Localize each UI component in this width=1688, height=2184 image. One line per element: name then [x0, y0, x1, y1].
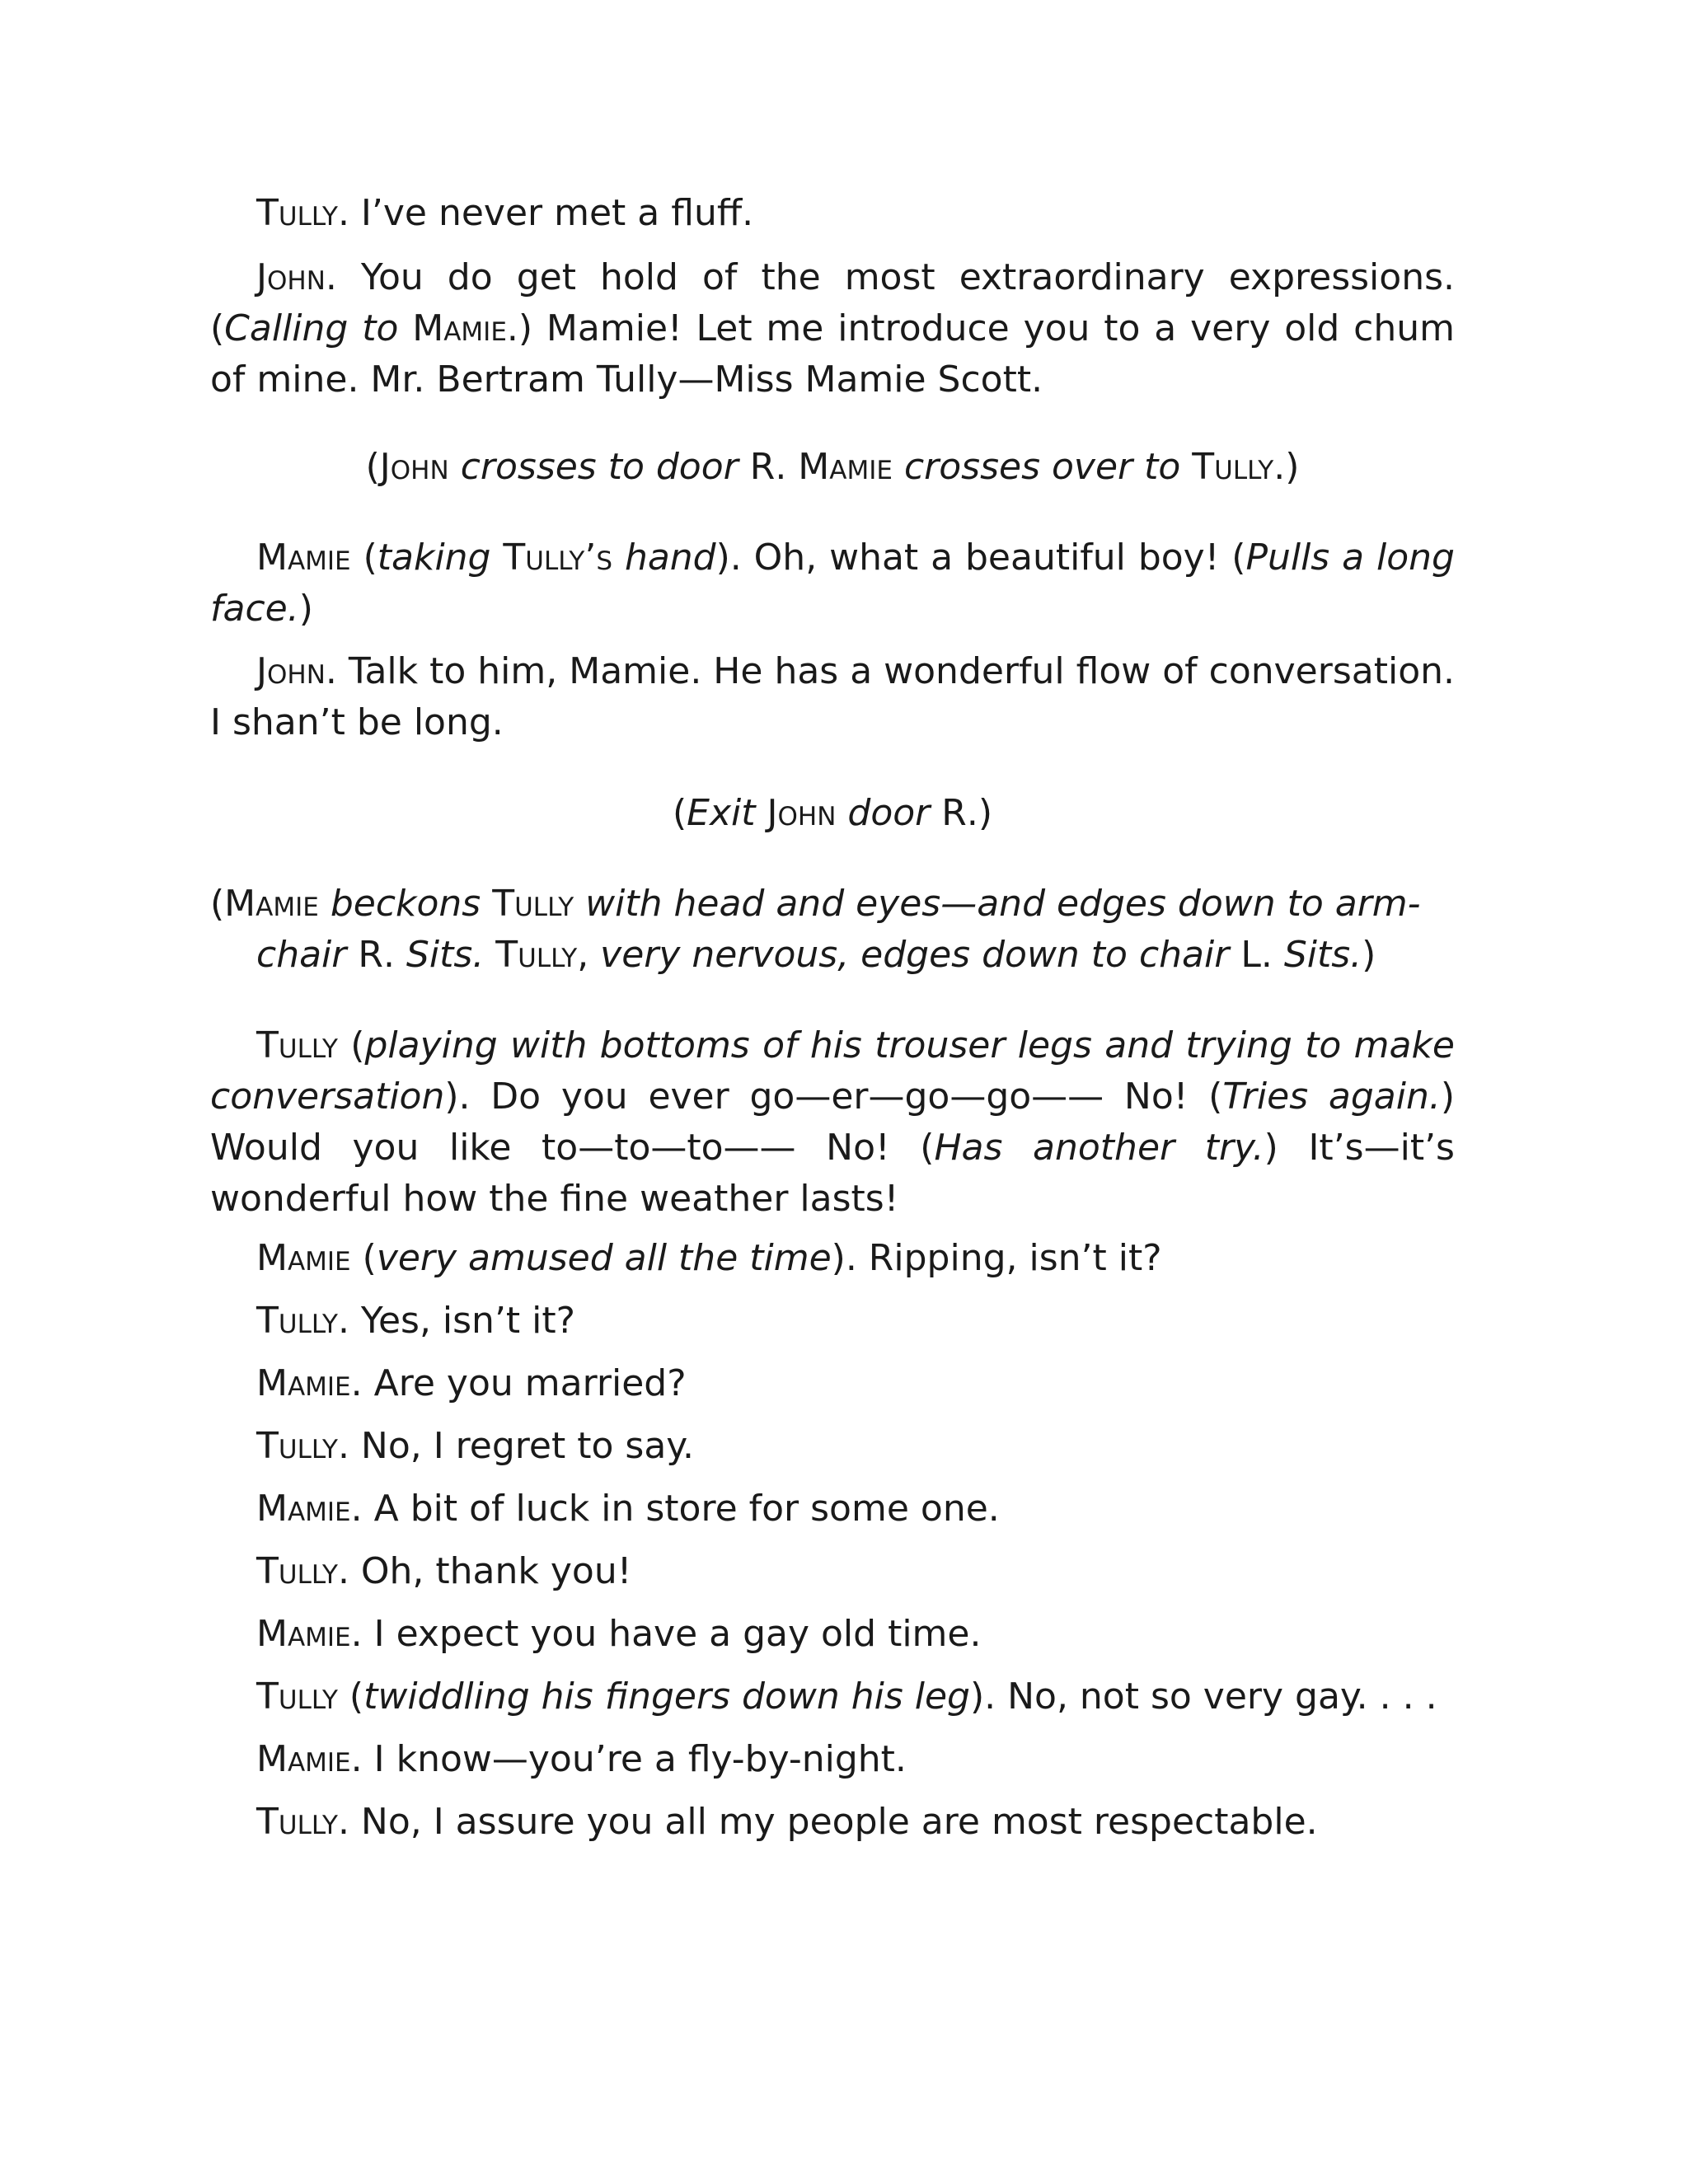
punctuation: ( [337, 1675, 364, 1718]
dialogue-text: . I’ve never met a fluff. [337, 192, 754, 234]
dialogue-line [210, 1671, 1455, 1722]
stage-direction-block [210, 879, 1455, 981]
dialogue-line [210, 1421, 1455, 1472]
stage-direction: crosses over to [903, 446, 1181, 488]
stage-direction: very nervous, edges down to chair [600, 934, 1230, 976]
dialogue-text: . Oh, thank you! [337, 1550, 632, 1592]
punctuation: ( [210, 883, 225, 925]
dialogue-text: ). No, not so very gay. . . . [969, 1675, 1437, 1718]
stage-direction: very amused all the time [376, 1237, 832, 1279]
dialogue-text: . A bit of luck in store for some one. [350, 1488, 1000, 1530]
punctuation: ( [673, 792, 687, 834]
dialogue-text: . I expect you have a gay old time. [350, 1613, 982, 1655]
stage-direction: door [847, 792, 931, 834]
character-name: Mamie [412, 307, 507, 349]
dialogue-text: ). Do you ever go—er—go—go—— No! ( [444, 1076, 1223, 1118]
speaker-name: Mamie [256, 1237, 351, 1279]
speaker-name: Tully [256, 1675, 338, 1718]
speaker-name: Mamie [256, 1362, 351, 1404]
stage-direction: Has another try. [934, 1127, 1264, 1169]
dialogue-text: . Yes, isn’t it? [337, 1300, 575, 1342]
speaker-name: Tully [256, 192, 338, 234]
stage-direction: Tries again. [1222, 1076, 1441, 1118]
dialogue-line [210, 1296, 1455, 1347]
punctuation: . [1260, 934, 1284, 976]
stage-direction: taking [377, 537, 491, 579]
dialogue-line [210, 1609, 1455, 1660]
dialogue-line [210, 1020, 1455, 1225]
dialogue-line [210, 1797, 1455, 1848]
dialogue-line [210, 1233, 1455, 1284]
speaker-name: Mamie [256, 1613, 351, 1655]
dialogue-text: . You do get hold of the most extraordinary expressions. ( [210, 256, 1455, 349]
dialogue-line [210, 1546, 1455, 1597]
speaker-name: John [256, 650, 326, 692]
dialogue-line [210, 1483, 1455, 1535]
speaker-name: Mamie [256, 1488, 351, 1530]
dialogue-line [210, 252, 1455, 405]
speaker-name: John [256, 256, 326, 298]
stage-direction: with head and eyes—and edges down to arm-chair [256, 883, 1421, 976]
character-name: Mamie [798, 446, 893, 488]
dialogue-text: . No, I regret to say. [337, 1425, 695, 1467]
punctuation: , [577, 934, 601, 976]
stage-direction: crosses to door [460, 446, 738, 488]
character-name: Tully [492, 883, 574, 925]
stage-direction: hand [624, 537, 716, 579]
punctuation: ( [350, 1237, 377, 1279]
punctuation: .) [966, 792, 992, 834]
punctuation: .) [1273, 446, 1300, 488]
stage-direction-line [210, 788, 1455, 839]
punctuation: . [775, 446, 799, 488]
punctuation: . [382, 934, 406, 976]
speaker-name: Tully [256, 1550, 338, 1592]
character-name: Tully’s [503, 537, 613, 579]
dialogue-text: . I know—you’re a fly-by-night. [350, 1738, 907, 1780]
punctuation: ( [350, 537, 377, 579]
speaker-name: Tully [256, 1300, 338, 1342]
speaker-name: Mamie [256, 1738, 351, 1780]
dialogue-text: ) [298, 588, 313, 630]
stage-direction: twiddling his fingers down his leg [363, 1675, 970, 1718]
character-name: Mamie [224, 883, 319, 925]
speaker-name: Tully [256, 1024, 338, 1066]
stage-position: L [1240, 934, 1261, 976]
punctuation: ( [337, 1024, 365, 1066]
character-name: Tully [1192, 446, 1274, 488]
dialogue-line [210, 188, 1455, 239]
punctuation: ( [365, 446, 380, 488]
dialogue-line [210, 1734, 1455, 1785]
stage-direction: beckons [330, 883, 481, 925]
character-name: Tully [495, 934, 578, 976]
stage-direction: Sits. [1283, 934, 1362, 976]
dialogue-line [210, 1358, 1455, 1409]
stage-direction: Pulls a long face. [210, 537, 1455, 630]
dialogue-line [210, 646, 1455, 748]
stage-direction: Sits. [406, 934, 485, 976]
stage-position: R [358, 934, 383, 976]
dialogue-text: . Talk to him, Mamie. He has a wonderful flow of conversation. I shan’t be long. [210, 650, 1455, 743]
punctuation: ) [1362, 934, 1376, 976]
stage-direction-line [210, 442, 1455, 493]
dialogue-text: .) Mamie! Let me introduce you to a very old chum of mine. Mr. Bertram Tully—Miss Mamie Scott. [210, 307, 1455, 401]
stage-position: R [749, 446, 776, 488]
speaker-name: Mamie [256, 537, 351, 579]
stage-direction: Exit [687, 792, 756, 834]
dialogue-text: . No, I assure you all my people are most respectable. [337, 1801, 1318, 1843]
dialogue-text: ). Ripping, isn’t it? [831, 1237, 1162, 1279]
stage-position: R [941, 792, 967, 834]
dialogue-text: ) It’s—it’s wonderful how the fine weather lasts! [210, 1127, 1455, 1220]
dialogue-text: ) Would you like to—to—to—— No! ( [210, 1076, 1455, 1169]
stage-direction: playing with bottoms of his trouser legs and trying to make conversation [210, 1024, 1456, 1118]
speaker-name: Tully [256, 1425, 338, 1467]
stage-direction: Calling to [224, 307, 399, 349]
speaker-name: Tully [256, 1801, 338, 1843]
dialogue-text: ). Oh, what a beautiful boy! ( [715, 537, 1246, 579]
script-page [210, 188, 1455, 1848]
character-name: John [379, 446, 449, 488]
dialogue-text: . Are you married? [350, 1362, 687, 1404]
dialogue-line [210, 532, 1455, 635]
character-name: John [767, 792, 837, 834]
